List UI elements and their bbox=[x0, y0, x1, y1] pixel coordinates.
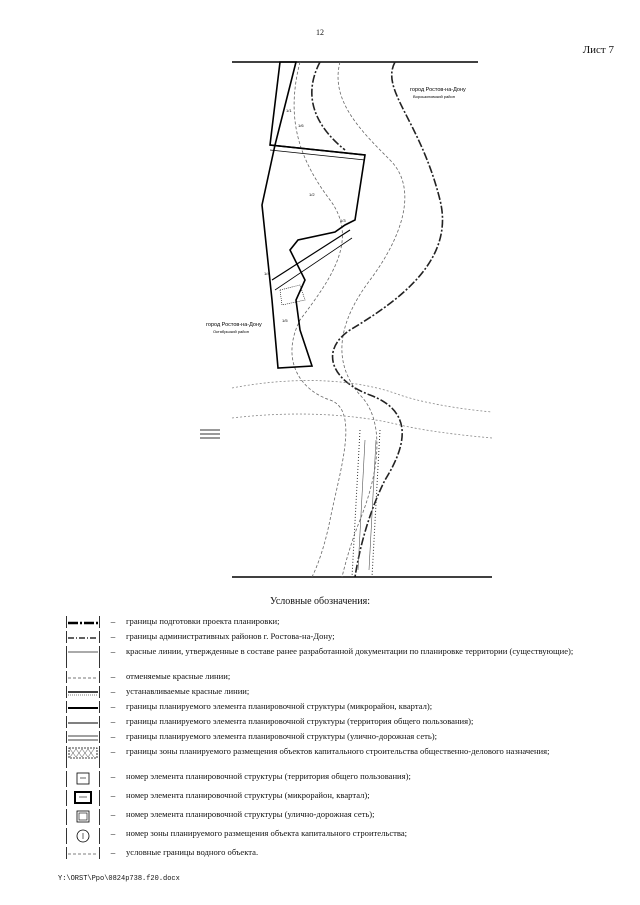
admin-boundary-line bbox=[333, 62, 443, 577]
legend-text: устанавливаемые красные линии; bbox=[126, 686, 250, 696]
district-label-north: Ворошиловский район bbox=[413, 94, 455, 99]
legend-item: – границы планируемого элемента планировочной структуры (территория общего пользования); bbox=[66, 716, 618, 728]
legend-text: красные линии, утвержденные в составе ранее разработанной документации по планировке территории (существующие); bbox=[126, 646, 574, 656]
public-area-boundary-icon bbox=[66, 716, 100, 728]
legend-title: Условные обозначения: bbox=[269, 596, 370, 607]
legend-item: – отменяемые красные линии; bbox=[66, 671, 618, 683]
legend-item: – номер зоны планируемого размещения объекта капитального строительства; bbox=[66, 828, 618, 844]
district-label-south: Октябрьский район bbox=[213, 329, 249, 334]
city-label-north: город Ростов-на-Дону bbox=[410, 87, 466, 93]
legend-text: границы подготовки проекта планировки; bbox=[126, 616, 280, 626]
page-number: 12 bbox=[316, 28, 324, 37]
legend-item: – номер элемента планировочной структуры (микрорайон, квартал); bbox=[66, 790, 618, 806]
legend-text: номер элемента планировочной структуры (микрорайон, квартал); bbox=[126, 790, 370, 800]
block-label: 1/5 bbox=[282, 318, 288, 323]
block-label: 1/3 bbox=[340, 218, 346, 223]
public-area-number-icon bbox=[66, 771, 100, 787]
legend-text: условные границы водного объекта. bbox=[126, 847, 259, 857]
legend-item: – границы зоны планируемого размещения объектов капитального строительства общественно-делового назначения; bbox=[66, 746, 618, 768]
street-network-number-icon bbox=[66, 809, 100, 825]
legend-text: границы планируемого элемента планировочной структуры (микрорайон, квартал); bbox=[126, 701, 433, 711]
legend-item: – границы планируемого элемента планировочной структуры (улично-дорожная сеть); bbox=[66, 731, 618, 743]
legend-item: – условные границы водного объекта. bbox=[66, 847, 618, 859]
legend-item: – границы административных районов г. Ростова-на-Дону; bbox=[66, 631, 618, 643]
block-label: 1/6 bbox=[298, 123, 304, 128]
water-boundary-east bbox=[338, 62, 405, 577]
legend-item: – границы подготовки проекта планировки; bbox=[66, 616, 618, 628]
street-network-boundary-icon bbox=[66, 731, 100, 743]
project-boundary-icon bbox=[66, 616, 100, 628]
legend-item: – номер элемента планировочной структуры (территория общего пользования); bbox=[66, 771, 618, 787]
block-label: 1/2 bbox=[309, 192, 315, 197]
microdistrict-boundary-icon bbox=[66, 701, 100, 713]
city-label-south: город Ростов-на-Дону bbox=[206, 322, 262, 328]
legend bbox=[66, 616, 618, 862]
legend-item: – красные линии, утвержденные в составе ранее разработанной документации по планировке территории (существующие); bbox=[66, 646, 618, 668]
admin-boundary-icon bbox=[66, 631, 100, 643]
cancelled-red-line-icon bbox=[66, 671, 100, 683]
legend-item: – устанавливаемые красные линии; bbox=[66, 686, 618, 698]
zone-number-circle-icon bbox=[66, 828, 100, 844]
block-label: 1/1 bbox=[286, 108, 292, 113]
legend-text: номер элемента планировочной структуры (территория общего пользования); bbox=[126, 771, 411, 781]
legend-text: границы зоны планируемого размещения объектов капитального строительства общественно-делового назначения; bbox=[126, 746, 550, 756]
file-path-footer: Y:\ORST\Ppo\0824p738.f20.docx bbox=[58, 875, 180, 883]
zone-hatch-icon bbox=[66, 746, 100, 768]
legend-item: – границы планируемого элемента планировочной структуры (микрорайон, квартал); bbox=[66, 701, 618, 713]
new-red-line-icon bbox=[66, 686, 100, 698]
legend-item: – номер элемента планировочной структуры (улично-дорожная сеть); bbox=[66, 809, 618, 825]
legend-text: номер зоны планируемого размещения объекта капитального строительства; bbox=[126, 828, 408, 838]
legend-text: отменяемые красные линии; bbox=[126, 671, 231, 681]
sheet-label: Лист 7 bbox=[582, 44, 614, 56]
legend-text: номер элемента планировочной структуры (улично-дорожная сеть); bbox=[126, 809, 375, 819]
water-boundary-west bbox=[292, 62, 346, 577]
existing-red-line-icon bbox=[66, 646, 100, 668]
legend-text: границы планируемого элемента планировочной структуры (территория общего пользования); bbox=[126, 716, 474, 726]
legend-text: границы планируемого элемента планировочной структуры (улично-дорожная сеть); bbox=[126, 731, 438, 741]
block-label: 1/4 bbox=[264, 271, 270, 276]
microdistrict-number-icon bbox=[66, 790, 100, 806]
water-boundary-icon bbox=[66, 847, 100, 859]
legend-text: границы административных районов г. Ростова-на-Дону; bbox=[126, 631, 335, 641]
